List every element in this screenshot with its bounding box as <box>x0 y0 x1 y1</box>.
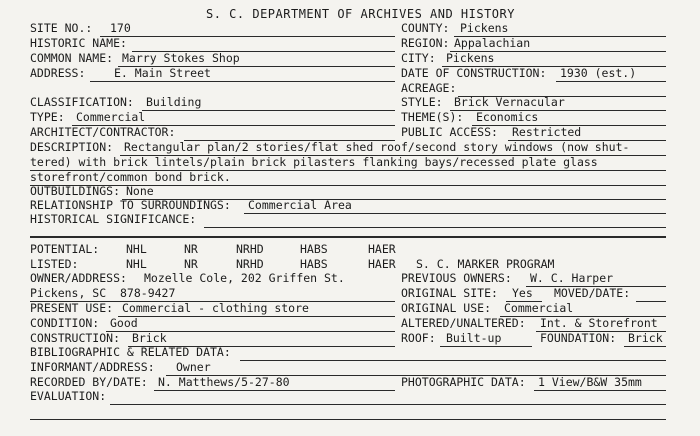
date-construction-value: 1930 (est.) <box>560 66 637 80</box>
present-use-value: Commercial - clothing store <box>122 301 309 315</box>
relationship-label: RELATIONSHIP TO SURROUNDINGS: <box>30 198 231 212</box>
evaluation-label: EVALUATION: <box>30 389 107 403</box>
owner-label: OWNER/ADDRESS: <box>30 271 127 285</box>
roof-underline <box>440 346 532 347</box>
description-line-3: storefront/common bond brick. <box>30 170 231 184</box>
altered-value: Int. & Storefront <box>540 316 658 330</box>
moved-date-underline <box>636 301 666 302</box>
listed-nr: NR <box>184 257 198 271</box>
description-line-1: Rectangular plan/2 stories/flat shed roof/second story windows (now shut- <box>124 140 630 154</box>
owner-value: Mozelle Cole, 202 Griffen St. <box>144 271 345 285</box>
site-no-label: SITE NO.: <box>30 21 93 35</box>
type-label: TYPE: <box>30 110 65 124</box>
marker-program: S. C. MARKER PROGRAM <box>416 257 555 271</box>
informant-label: INFORMANT/ADDRESS: <box>30 360 155 374</box>
significance-underline <box>204 227 666 228</box>
present-use-underline <box>118 316 395 317</box>
recorded-underline <box>154 390 395 391</box>
bibliographic-label: BIBLIOGRAPHIC & RELATED DATA: <box>30 345 231 359</box>
recorded-label: RECORDED BY/DATE: <box>30 375 148 389</box>
photographic-value: 1 View/B&W 35mm <box>538 375 642 389</box>
foundation-value: Brick <box>628 331 663 345</box>
site-no-underline <box>100 36 395 37</box>
potential-nr: NR <box>184 242 198 256</box>
relationship-value: Commercial Area <box>248 198 352 212</box>
original-site-label: ORIGINAL SITE: <box>401 286 498 300</box>
address-label: ADDRESS: <box>30 66 86 80</box>
acreage-label: ACREAGE: <box>401 81 457 95</box>
previous-owners-value: W. C. Harper <box>530 271 614 285</box>
condition-label: CONDITION: <box>30 316 100 330</box>
evaluation-underline <box>110 404 666 405</box>
potential-nhl: NHL <box>126 242 147 256</box>
date-construction-label: DATE OF CONSTRUCTION: <box>401 66 547 80</box>
potential-label: POTENTIAL: <box>30 242 100 256</box>
potential-haer: HAER <box>368 242 396 256</box>
owner-line-2: Pickens, SC 878-9427 <box>30 286 176 300</box>
foundation-label: FOUNDATION: <box>540 331 617 345</box>
relationship-underline <box>244 213 666 214</box>
region-value: Appalachian <box>454 36 531 50</box>
original-site-value: Yes <box>512 286 533 300</box>
listed-nhl: NHL <box>126 257 147 271</box>
common-name-value: Marry Stokes Shop <box>122 51 240 65</box>
county-value: Pickens <box>460 21 509 35</box>
themes-label: THEME(S): <box>401 110 464 124</box>
section-divider <box>30 236 666 238</box>
site-no-value: 170 <box>110 21 131 35</box>
listed-nrhd: NRHD <box>236 257 264 271</box>
original-use-label: ORIGINAL USE: <box>401 301 492 315</box>
region-label: REGION: <box>401 36 450 50</box>
bibliographic-underline <box>240 360 666 361</box>
photographic-label: PHOTOGRAPHIC DATA: <box>401 375 526 389</box>
public-access-label: PUBLIC ACCESS: <box>401 125 498 139</box>
date-construction-underline <box>556 81 666 82</box>
informant-value: Owner <box>176 360 211 374</box>
potential-nrhd: NRHD <box>236 242 264 256</box>
listed-haer: HAER <box>368 257 396 271</box>
page-title: S. C. DEPARTMENT OF ARCHIVES AND HISTORY <box>206 7 515 21</box>
listed-habs: HABS <box>300 257 328 271</box>
moved-date-label: MOVED/DATE: <box>554 286 631 300</box>
description-label: DESCRIPTION: <box>30 140 114 154</box>
construction-label: CONSTRUCTION: <box>30 331 121 345</box>
county-label: COUNTY: <box>401 21 450 35</box>
significance-label: HISTORICAL SIGNIFICANCE: <box>30 212 197 226</box>
public-access-value: Restricted <box>512 125 582 139</box>
altered-label: ALTERED/UNALTERED: <box>401 316 526 330</box>
common-name-label: COMMON NAME: <box>30 51 114 65</box>
classification-value: Building <box>146 95 202 109</box>
classification-label: CLASSIFICATION: <box>30 95 134 109</box>
type-value: Commercial <box>76 110 146 124</box>
address-underline <box>90 81 395 82</box>
present-use-label: PRESENT USE: <box>30 301 114 315</box>
roof-label: ROOF: <box>401 331 436 345</box>
outbuildings-value: None <box>126 184 154 198</box>
outbuildings-label: OUTBUILDINGS: <box>30 184 121 198</box>
style-value: Brick Vernacular <box>454 95 565 109</box>
style-label: STYLE: <box>401 95 443 109</box>
photographic-underline <box>534 390 666 391</box>
city-label: CITY: <box>401 51 436 65</box>
classification-underline <box>142 110 395 111</box>
evaluation-underline-2 <box>30 419 666 420</box>
previous-owners-label: PREVIOUS OWNERS: <box>401 271 512 285</box>
condition-value: Good <box>110 316 138 330</box>
construction-value: Brick <box>132 331 167 345</box>
foundation-underline <box>624 346 666 347</box>
architect-label: ARCHITECT/CONTRACTOR: <box>30 125 176 139</box>
roof-value: Built-up <box>446 331 502 345</box>
original-use-value: Commercial <box>504 301 574 315</box>
address-value: E. Main Street <box>114 66 211 80</box>
historic-name-label: HISTORIC NAME: <box>30 36 127 50</box>
city-value: Pickens <box>446 51 495 65</box>
listed-label: LISTED: <box>30 257 79 271</box>
description-line-2: tered) with brick lintels/plain brick pilasters flanking bays/recessed plate glass <box>30 155 598 169</box>
recorded-value: N. Matthews/5-27-80 <box>158 375 290 389</box>
themes-value: Economics <box>476 110 539 124</box>
potential-habs: HABS <box>300 242 328 256</box>
